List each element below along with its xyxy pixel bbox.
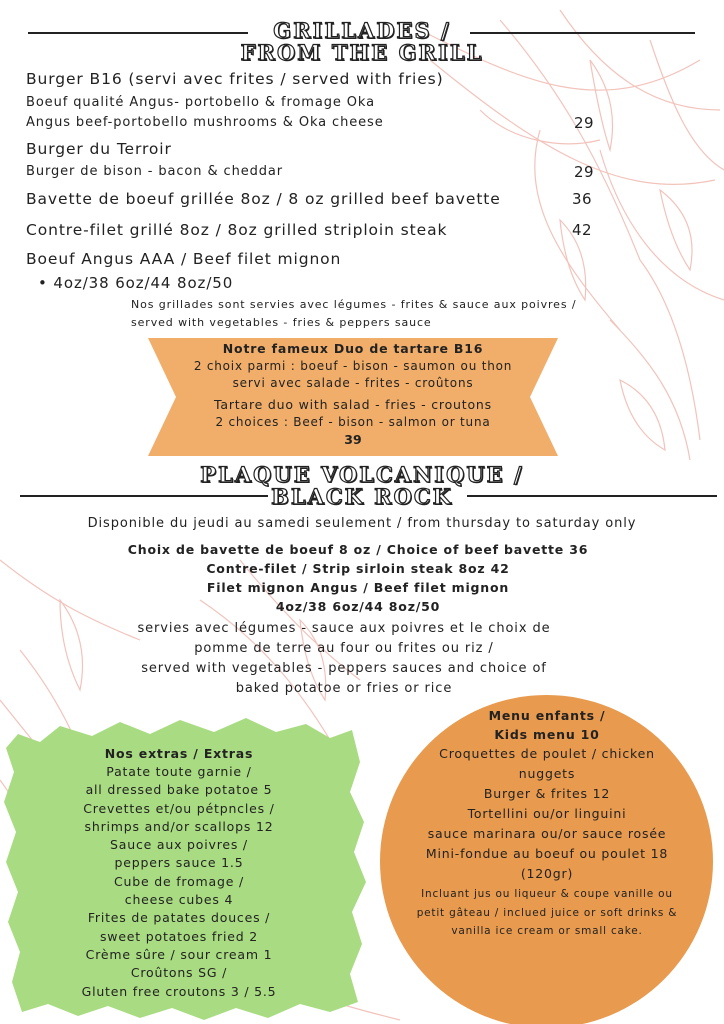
rock-desc2: pomme de terre au four ou frites ou riz / [194, 641, 494, 656]
kids-note2: petit gâteau / inclued juice or soft drinks & [416, 906, 678, 919]
tartare-line3: Tartare duo with salad - fries - croutons [214, 397, 492, 412]
rock-desc3: served with vegetables - peppers sauces and choice of [141, 661, 547, 676]
extras-line: Patate toute garnie / [106, 764, 252, 779]
tartare-block [148, 340, 558, 448]
burger-b16-price: 29 [574, 114, 595, 132]
extras-line: Croûtons SG / [130, 965, 228, 981]
tartare-title: Notre fameux Duo de tartare B16 [222, 341, 484, 356]
tartare-line4: 2 choices : Beef - bison - salmon or tuna [215, 415, 491, 429]
rock-availability: Disponible du jeudi au samedi seulement / from thursday to saturday only [87, 516, 637, 531]
extras-line: Crevettes et/ou pétpncles / [83, 800, 275, 816]
rock-title-line1: PLAQUE VOLCANIQUE / [200, 462, 524, 487]
kids-line: sauce marinara ou/or sauce rosée [427, 826, 667, 841]
extras-line: all dressed bake potatoe 5 [85, 782, 273, 798]
extras-line: Sauce aux poivres / [110, 837, 248, 853]
extras-title: Nos extras / Extras [104, 746, 254, 761]
burger-b16-name: Burger B16 (servi avec frites / served with fries) [26, 70, 444, 88]
kids-line: nuggets [518, 766, 576, 781]
tartare-line2: servi avec salade - frites - croûtons [232, 376, 474, 390]
extras-line: sweet potatoes fried 2 [99, 928, 259, 944]
extras-line: Gluten free croutons 3 / 5.5 [81, 983, 277, 999]
rock-rule-right [467, 495, 717, 497]
filet-mignon-sizes-row [38, 274, 233, 292]
filet-mignon-name: Boeuf Angus AAA / Beef filet mignon [26, 250, 342, 268]
grill-section-title [0, 20, 724, 64]
burger-terroir-price: 29 [574, 163, 595, 181]
rock-description [0, 619, 706, 699]
burger-b16-desc-en: Angus beef-portobello mushrooms & Oka cheese [26, 115, 384, 130]
rock-choices [0, 540, 720, 616]
kids-note3: vanilla ice cream or small cake. [451, 925, 643, 937]
bavette-price: 36 [572, 190, 593, 208]
rock-choice3: Filet mignon Angus / Beef filet mignon [206, 580, 510, 595]
rock-availability-row [0, 514, 724, 534]
kids-line: Mini-fondue au boeuf ou poulet 18 [425, 846, 669, 861]
tartare-price: 39 [344, 432, 362, 447]
grill-note-en: served with vegetables - fries & peppers sauce [131, 316, 432, 329]
contre-filet-name: Contre-filet grillé 8oz / 8oz grilled striploin steak [26, 221, 448, 239]
filet-mignon-sizes: 4oz/38 6oz/44 8oz/50 [53, 274, 234, 292]
burger-b16-desc-fr: Boeuf qualité Angus- portobello & fromage Oka [26, 95, 375, 110]
rock-desc4: baked potatoe or fries or rice [235, 681, 453, 696]
extras-line: Frites de patates douces / [87, 910, 271, 926]
extras-line: peppers sauce 1.5 [114, 855, 244, 871]
grill-note-fr: Nos grillades sont servies avec légumes - frites & sauce aux poivres / [131, 298, 577, 311]
kids-line: Croquettes de poulet / chicken [439, 746, 655, 761]
burger-terroir-desc: Burger de bison - bacon & cheddar [26, 164, 284, 179]
kids-line: Tortellini ou/or linguini [467, 806, 627, 821]
bullet-icon: • [38, 274, 54, 292]
burger-terroir-name: Burger du Terroir [26, 140, 172, 158]
rock-rule-left [20, 495, 268, 497]
kids-note1: Incluant jus ou liqueur & coupe vanille ou [421, 888, 673, 900]
rock-section-title [0, 464, 724, 508]
bavette-name: Bavette de boeuf grillée 8oz / 8 oz grilled beef bavette [26, 190, 501, 208]
kids-title1: Menu enfants / [488, 708, 606, 723]
rock-choice3-sizes: 4oz/38 6oz/44 8oz/50 [275, 599, 441, 614]
rock-choice2: Contre-filet / Strip sirloin steak 8oz 42 [206, 561, 510, 576]
grill-title-line1: GRILLADES / [273, 18, 451, 43]
kids-title2: Kids menu 10 [494, 727, 600, 742]
extras-line: Cube de fromage / [113, 873, 244, 889]
rock-title-line2: BLACK ROCK [271, 484, 453, 509]
extras-line: shrimps and/or scallops 12 [84, 818, 274, 834]
grill-title-line2: FROM THE GRILL [240, 40, 484, 65]
contre-filet-price: 42 [572, 221, 593, 239]
kids-line: Burger & frites 12 [483, 786, 611, 801]
extras-line: cheese cubes 4 [124, 892, 234, 908]
extras-block [20, 745, 338, 1001]
kids-line: (120gr) [520, 866, 574, 881]
extras-line: Crème sûre / sour cream 1 [85, 946, 273, 962]
rock-choice1: Choix de bavette de boeuf 8 oz / Choice of beef bavette 36 [127, 542, 589, 557]
kids-block [388, 706, 706, 940]
rock-desc1: servies avec légumes - sauce aux poivres et le choix de [137, 621, 551, 636]
tartare-line1: 2 choix parmi : boeuf - bison - saumon ou thon [193, 359, 513, 373]
